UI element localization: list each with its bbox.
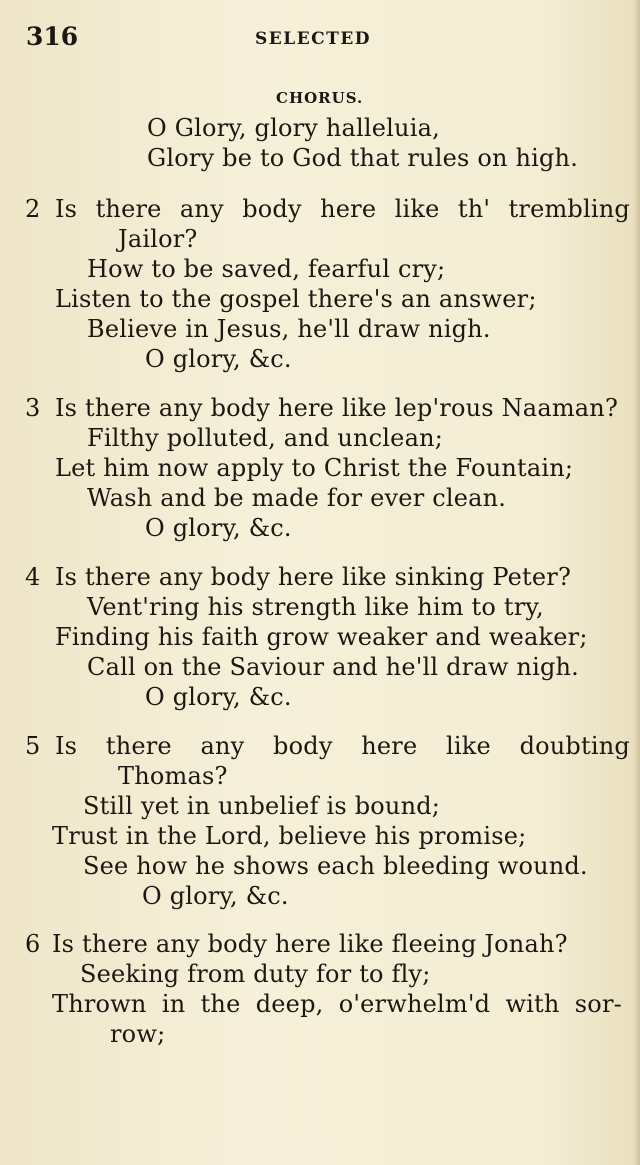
word: th' <box>457 195 491 223</box>
page-number: 316 <box>26 22 79 51</box>
stanza-line: Call on the Saviour and he'll draw nigh. <box>87 653 580 681</box>
word: Thrown <box>52 990 147 1018</box>
word: with <box>505 990 560 1018</box>
word: like <box>394 195 440 223</box>
word: here <box>320 195 377 223</box>
word: the <box>200 990 241 1018</box>
stanza-first-line: Is there any body here like lep'rous Naaman? <box>55 394 619 422</box>
word: deep, <box>255 990 324 1018</box>
refrain-line: O glory, &c. <box>145 345 292 373</box>
word: body <box>273 732 333 760</box>
stanza-line: See how he shows each bleeding wound. <box>83 852 588 880</box>
stanza-line: Believe in Jesus, he'll draw nigh. <box>87 315 491 343</box>
stanza-line: row; <box>110 1020 166 1048</box>
word: like <box>446 732 491 760</box>
word: body <box>242 195 302 223</box>
stanza-number: 3 <box>25 394 41 422</box>
stanza-line: Filthy polluted, and unclean; <box>87 424 444 452</box>
word: there <box>95 195 162 223</box>
stanza-line <box>52 990 622 1018</box>
refrain-line: O glory, &c. <box>145 514 292 542</box>
word: any <box>179 195 224 223</box>
page-edge-shadow <box>634 0 640 1165</box>
word: Is <box>55 195 78 223</box>
word: doubting <box>519 732 630 760</box>
word: here <box>361 732 418 760</box>
word: any <box>200 732 245 760</box>
stanza-number: 4 <box>25 563 41 591</box>
chorus-line: Glory be to God that rules on high. <box>147 144 579 172</box>
word: trembling <box>508 195 630 223</box>
refrain-line: O glory, &c. <box>145 683 292 711</box>
stanza-line: Let him now apply to Christ the Fountain; <box>55 454 574 482</box>
word: sor- <box>574 990 622 1018</box>
stanza-line: Trust in the Lord, believe his promise; <box>52 822 527 850</box>
stanza-first-line: Is there any body here like sinking Peter? <box>55 563 572 591</box>
stanza-line: Listen to the gospel there's an answer; <box>55 285 537 313</box>
word: Is <box>55 732 78 760</box>
word: there <box>105 732 172 760</box>
chorus-heading: CHORUS. <box>276 89 364 107</box>
stanza-first-line <box>55 195 630 223</box>
stanza-line: Still yet in unbelief is bound; <box>83 792 441 820</box>
stanza-line: Thomas? <box>118 762 228 790</box>
stanza-number: 6 <box>25 930 41 958</box>
stanza-number: 5 <box>25 732 41 760</box>
word: o'erwhelm'd <box>338 990 491 1018</box>
stanza-first-line: Is there any body here like fleeing Jonah? <box>52 930 568 958</box>
refrain-line: O glory, &c. <box>142 882 289 910</box>
chorus-line: O Glory, glory halleluia, <box>147 114 440 142</box>
stanza-number: 2 <box>25 195 41 223</box>
stanza-line: Finding his faith grow weaker and weaker; <box>55 623 588 651</box>
running-header: SELECTED <box>255 29 372 49</box>
stanza-line: Wash and be made for ever clean. <box>87 484 507 512</box>
stanza-line: How to be saved, fearful cry; <box>87 255 446 283</box>
stanza-line: Vent'ring his strength like him to try, <box>87 593 544 621</box>
stanza-line: Jailor? <box>118 225 198 253</box>
stanza-first-line <box>55 732 630 760</box>
word: in <box>161 990 186 1018</box>
stanza-line: Seeking from duty for to fly; <box>80 960 431 988</box>
